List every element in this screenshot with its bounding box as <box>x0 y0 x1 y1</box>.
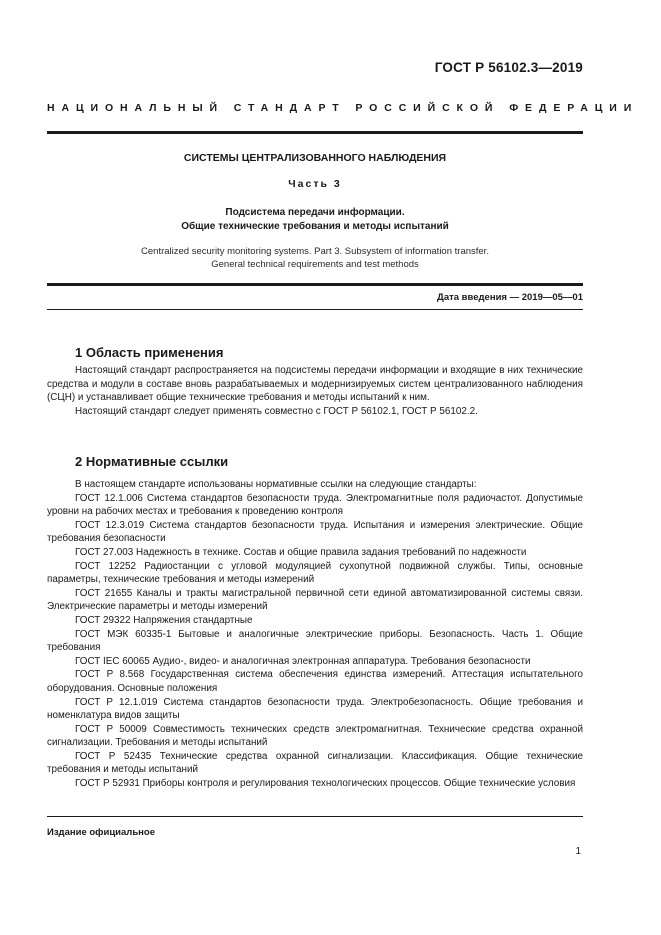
reference-item: ГОСТ Р 12.1.019 Система стандартов безопасности труда. Электробезопасность. Общие требования и номенклатура видов защиты <box>47 696 583 722</box>
document-number: ГОСТ Р 56102.3—2019 <box>434 60 583 75</box>
section-1-heading: 1 Область применения <box>75 345 224 360</box>
reference-item: ГОСТ 27.003 Надежность в технике. Состав и общие правила задания требований по надежности <box>75 546 527 558</box>
reference-item: ГОСТ Р 52435 Технические средства охранной сигнализации. Классификация. Общие технические требования и методы испытаний <box>47 750 583 776</box>
paragraph: В настоящем стандарте использованы нормативные ссылки на следующие стандарты: <box>75 479 477 490</box>
title-bottom-rule <box>47 283 583 286</box>
top-rule <box>47 131 583 134</box>
reference-item: ГОСТ Р 50009 Совместимость технических средств электромагнитная. Технические средства охранной сигнализации. Требования и методы испытаний <box>47 723 583 749</box>
page-number: 1 <box>575 846 581 857</box>
english-title-line-1: Centralized security monitoring systems. Part 3. Subsystem of information transfer. <box>141 246 489 257</box>
standard-title: СИСТЕМЫ ЦЕНТРАЛИЗОВАННОГО НАБЛЮДЕНИЯ <box>183 152 447 164</box>
reference-item: ГОСТ 12.3.019 Система стандартов безопасности труда. Испытания и измерения электрические. Общие требования безопасности <box>47 519 583 545</box>
paragraph: Настоящий стандарт распространяется на подсистемы передачи информации и входящие в них технические средства и модули в составе вновь разрабатываемых и модернизируемых систем централизованного наблюдения (СЦН) и устанавливает общие технические требования и методы испытаний к ним. <box>47 365 583 404</box>
english-title-line-2: General technical requirements and test methods <box>211 259 419 270</box>
section-2-body <box>47 478 583 791</box>
reference-item: ГОСТ 21655 Каналы и тракты магистральной первичной сети единой автоматизированной системы связи. Электрические параметры и методы измерений <box>47 587 583 613</box>
introduction-date: Дата введения — 2019—05—01 <box>437 292 583 303</box>
paragraph: Настоящий стандарт следует применять совместно с ГОСТ Р 56102.1, ГОСТ Р 56102.2. <box>75 405 478 417</box>
reference-item: ГОСТ 12.1.006 Система стандартов безопасности труда. Электромагнитные поля радиочастот. Допустимые уровни на рабочих местах и требования к проведению контроля <box>47 492 583 518</box>
footer-rule <box>47 816 583 817</box>
date-rule <box>47 309 583 310</box>
reference-item: ГОСТ IEC 60065 Аудио-, видео- и аналогичная электронная аппаратура. Требования безопасности <box>75 655 531 667</box>
section-1-body <box>47 364 583 418</box>
reference-item: ГОСТ Р 8.568 Государственная система обеспечения единства измерений. Аттестация испытательного оборудования. Основные положения <box>47 669 583 694</box>
english-title <box>47 245 583 271</box>
reference-item: ГОСТ 12252 Радиостанции с угловой модуляцией сухопутной подвижной службы. Типы, основные параметры, технические требования и методы измерений <box>47 560 583 586</box>
reference-item: ГОСТ МЭК 60335-1 Бытовые и аналогичные электрические приборы. Безопасность. Часть 1. Общие требования <box>47 628 583 654</box>
edition-label: Издание официальное <box>47 827 155 838</box>
reference-item: ГОСТ 29322 Напряжения стандартные <box>75 614 253 626</box>
national-standard-heading: НАЦИОНАЛЬНЫЙ СТАНДАРТ РОССИЙСКОЙ ФЕДЕРАЦИИ <box>47 102 639 114</box>
standard-subtitle <box>47 206 583 233</box>
section-2-heading: 2 Нормативные ссылки <box>75 454 229 469</box>
reference-item: ГОСТ Р 52931 Приборы контроля и регулирования технологических процессов. Общие технические условия <box>75 778 576 790</box>
subtitle-line-2: Общие технические требования и методы испытаний <box>181 220 449 232</box>
subtitle-line-1: Подсистема передачи информации. <box>225 207 405 218</box>
part-label: Часть 3 <box>288 178 342 190</box>
